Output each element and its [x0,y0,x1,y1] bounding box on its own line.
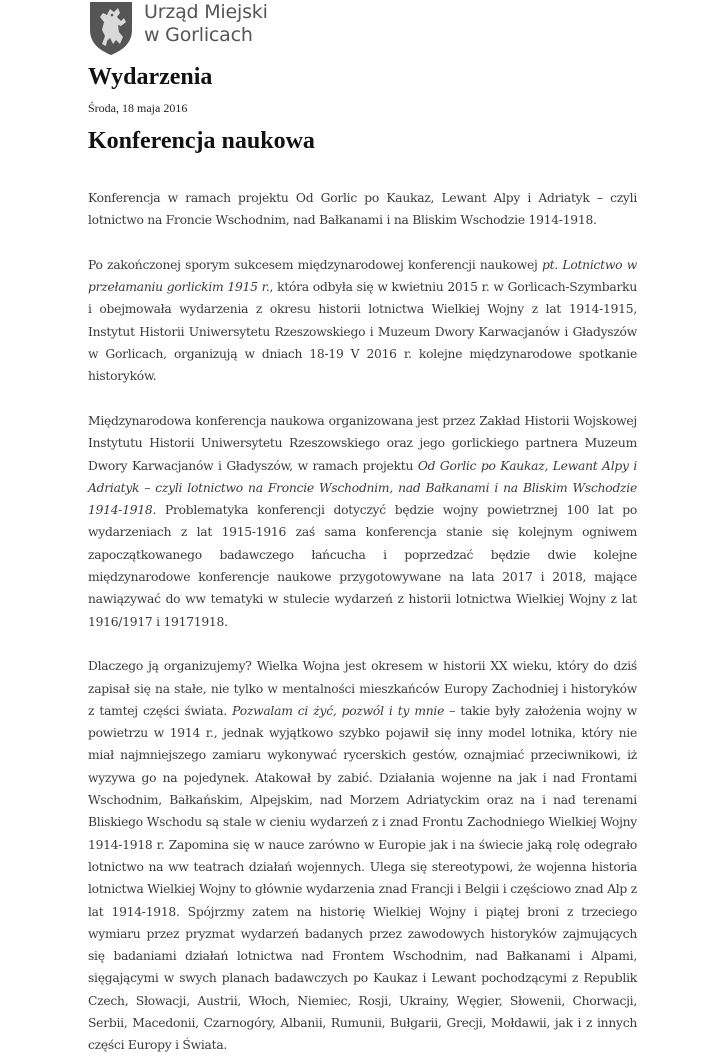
paragraph-intro-text: Konferencja w ramach projektu Od Gorlic po Kaukaz, Lewant Alpy i Adriatyk – czyli lotnictwo na Froncie Wschodnim, nad Bałkanami i na Bliskim Wschodzie 1914-1918. [88,191,637,228]
article-body [88,187,637,1057]
paragraph-text: – takie były założenia wojny w powietrzu w 1914 r., jednak wyjątkowo szybko pojawił się inny model lotnika, który nie miał najmniejszego zamiaru wykonywać rycerskich gestów, oznajmiać przeciwnikowi, iż wyzywa go na pojedynek. Atakował by zabić. Działania wojenne na jak i nad Frontami Wschodnim, Bałkańskim, Alpejskim, nad Morzem Adriatyckim oraz na i nad terenami Bliskiego Wschodu są stale w cieniu wydarzeń z i znad Frontu Zachodniego Wielkiej Wojny 1914-1918 r. Zapomina się w nauce zarówno w Europie jak i na świecie jaką rolę odegrało lotnictwo na ww teatrach działań wojennych. Ulega się stereotypowi, że wojenna historia lotnictwa Wielkiej Wojny to głównie wydarzenia znad Francji i Belgii i częściowo znad Alp z lat 1914-1918. Spójrzmy zatem na historię Wielkiej Wojny i piątej broni z trzeciego wymiaru przez pryzmat wydarzeń badanych przez zawodowych historyków zajmujących się badaniami działań lotnictwa nad Frontem Wschodnim, nad Bałkanami i Alpami, sięgającymi w swych planach badawczych po Kaukaz i Lewant pochodzącymi z Republik Czech, Słowacji, Austrii, Włoch, Niemiec, Rosji, Ukrainy, Węgier, Słowenii, Chorwacji, Serbii, Macedonii, Czarnogóry, Albanii, Rumunii, Bułgarii, Grecji, Mołdawii, jak i z innych części Europy i Świata. [88,703,637,1053]
org-name [144,1,268,47]
conference-title-italic: pt. Lotnictwo w przełamaniu gorlickim 1915 r. [88,257,637,295]
paragraph-text: . Problematyka konferencji dotyczyć będzie wojny powietrznej 100 lat po wydarzeniach z lat 1915-1916 zaś sama konferencja stanie się kolejnym ogniwem zapoczątkowanego badawczego łańcucha i poprzedzać będzie dwie kolejne międzynarodowe konferencje naukowe przygotowywane na lata 2017 i 2018, mające nawiązywać do ww tematyki w stulecie wydarzeń z historii lotnictwa Wielkiej Wojny z lat 1916/1917 i 19171918. [88,503,637,629]
motto-italic: Pozwalam ci żyć, pozwól i ty mnie [232,703,445,718]
main-content [88,62,637,1057]
project-title-italic: Od Gorlic po Kaukaz, Lewant Alpy i Adriatyk – czyli lotnictwo na Froncie Wschodnim, nad Bałkanami i na Bliskim Wschodzie 1914-1918 [88,458,638,518]
article-date: Środa, 18 maja 2016 [88,101,188,115]
org-name-line2: w Gorlicach [144,24,253,46]
paragraph-text: Po zakończonej sporym sukcesem międzynarodowej konferencji naukowej [88,257,543,272]
crest-icon [88,0,134,56]
org-name-line1: Urząd Miejski [144,1,268,23]
paragraph-text: Dlaczego ją organizujemy? Wielka Wojna jest okresem w historii XX wieku, który do dziś zapisał się na stałe, nie tylko w mentalności mieszkańców Europy Zachodniej i historyków z tamtej części świata. [88,659,637,718]
paragraph-organizers [88,410,637,633]
paragraph-text: , która odbyła się w kwietniu 2015 r. w Gorlicach-Szymbarku i obejmowała wydarzenia z okresu historii lotnictwa Wielkiej Wojny z lat 1914-1915, Instytut Historii Uniwersytetu Rzeszowskiego i Muzeum Dwory Karwacjanów i Gładyszów w Gorlicach, organizują w dniach 18-19 V 2016 r. kolejne międzynarodowe spotkanie historyków. [88,280,637,384]
section-title: Wydarzenia [88,64,213,90]
paragraph-why [88,655,637,1056]
paragraph-previous-conference [88,254,637,388]
paragraph-intro [88,187,637,232]
article-title: Konferencja naukowa [88,128,315,154]
paragraph-text: Międzynarodowa konferencja naukowa organizowana jest przez Zakład Historii Wojskowej Instytutu Historii Uniwersytetu Rzeszowskiego oraz jego gorlickiego partnera Muzeum Dwory Karwacjanów i Gładyszów, w ramach projektu [88,413,637,473]
site-header [88,0,268,56]
